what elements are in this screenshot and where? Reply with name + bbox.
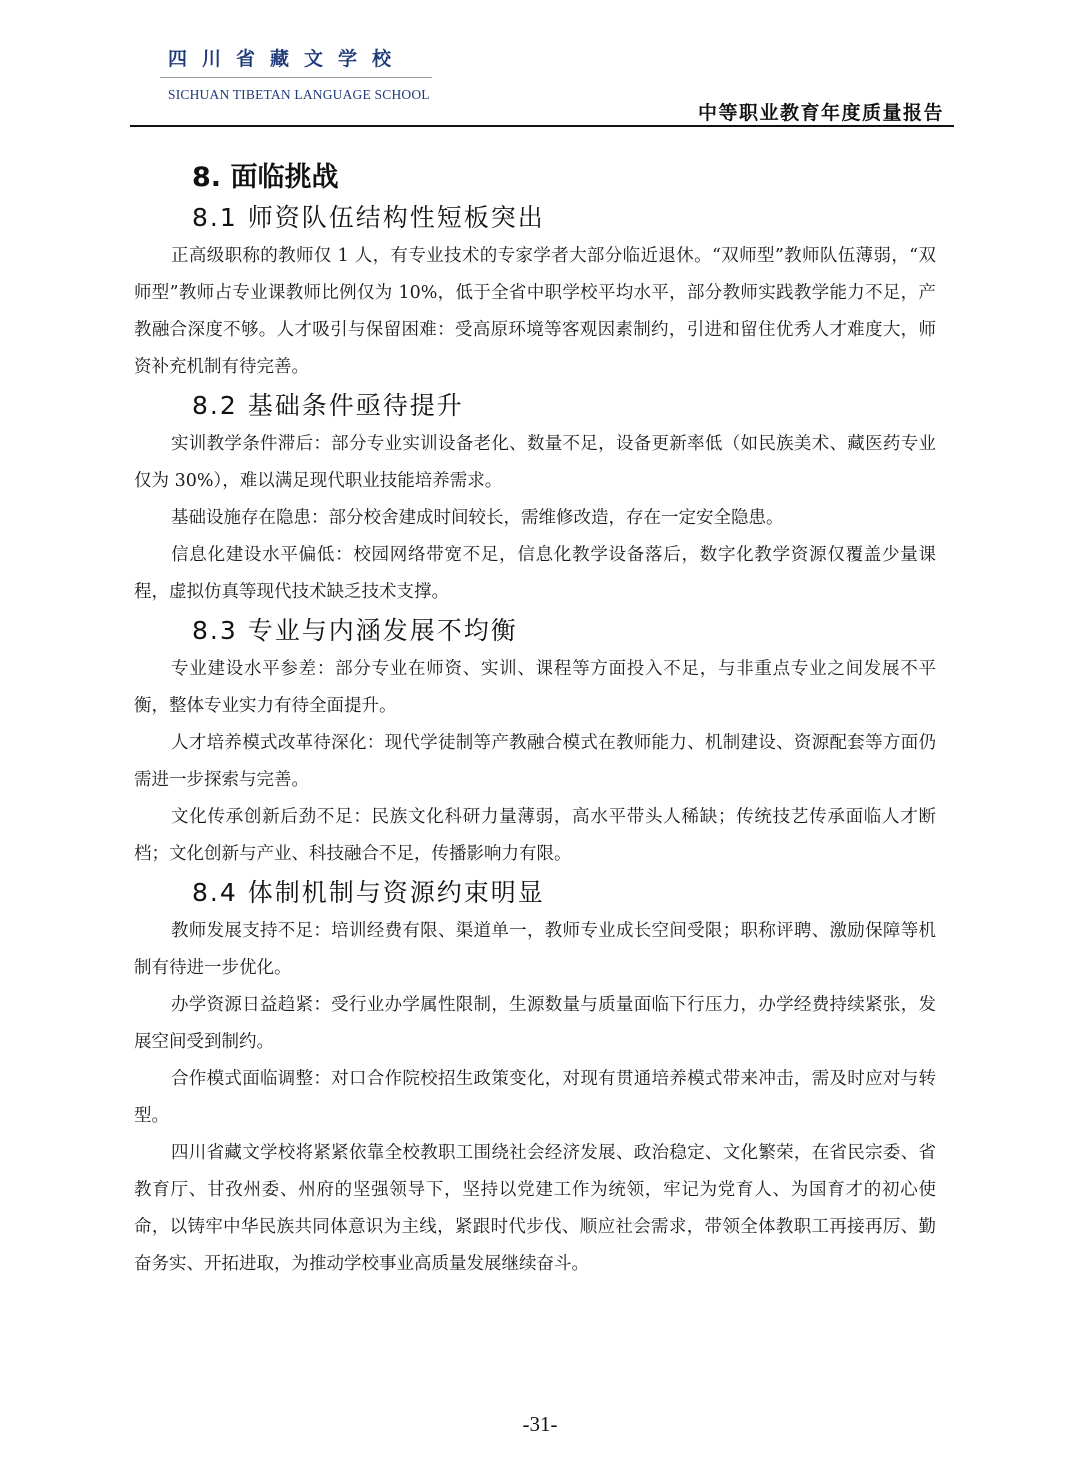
conclusion-paragraph: 四川省藏文学校将紧紧依靠全校教职工围绕社会经济发展、政治稳定、文化繁荣，在省民宗委、省教育厅、甘孜州委、州府的坚强领导下，坚持以党建工作为统领，牢记为党育人、为国育才的初心使命，以铸牢中华民族共同体意识为主线，紧跟时代步伐、顺应社会需求，带领全体教职工再接再厉、勤奋务实、开拓进取，为推动学校事业高质量发展继续奋斗。 [134,1143,936,1274]
paragraph: 文化传承创新后劲不足：民族文化科研力量薄弱，高水平带头人稀缺；传统技艺传承面临人才断档；文化创新与产业、科技融合不足，传播影响力有限。 [134,807,936,864]
subsection-title-8-1: 8.1 师资队伍结构性短板突出 [192,203,545,232]
paragraph: 办学资源日益趋紧：受行业办学属性限制，生源数量与质量面临下行压力，办学经费持续紧张，发展空间受到制约。 [134,995,936,1052]
header-divider [160,77,432,78]
paragraph: 实训教学条件滞后：部分专业实训设备老化、数量不足，设备更新率低（如民族美术、藏医药专业仅为 30%），难以满足现代职业技能培养需求。 [134,434,936,491]
paragraph: 专业建设水平参差：部分专业在师资、实训、课程等方面投入不足，与非重点专业之间发展不平衡，整体专业实力有待全面提升。 [134,659,936,716]
section-title: 8. 面临挑战 [192,162,339,193]
paragraph: 合作模式面临调整：对口合作院校招生政策变化，对现有贯通培养模式带来冲击，需及时应对与转型。 [134,1069,936,1126]
report-title: 中等职业教育年度质量报告 [697,102,944,124]
page-number: -31- [522,1412,558,1436]
school-name-cn: 四川省藏文学校 [168,48,407,70]
header-rule [130,125,954,127]
subsection-title-8-3: 8.3 专业与内涵发展不均衡 [192,616,518,645]
paragraph: 信息化建设水平偏低：校园网络带宽不足，信息化教学设备落后，数字化教学资源仅覆盖少量课程，虚拟仿真等现代技术缺乏技术支撑。 [134,545,936,602]
paragraph: 人才培养模式改革待深化：现代学徒制等产教融合模式在教师能力、机制建设、资源配套等方面仍需进一步探索与完善。 [134,733,936,790]
page-content [134,150,936,1283]
subsection-title-8-2: 8.2 基础条件亟待提升 [192,391,464,420]
school-name-en: SICHUAN TIBETAN LANGUAGE SCHOOL [168,87,430,102]
paragraph: 正高级职称的教师仅 1 人，有专业技术的专家学者大部分临近退休。“双师型”教师队伍薄弱，“双师型”教师占专业课教师比例仅为 10%，低于全省中职学校平均水平，部分教师实践教学能力不足，产教融合深度不够。人才吸引与保留困难：受高原环境等客观因素制约，引进和留住优秀人才难度大，师资补充机制有待完善。 [134,246,936,377]
paragraph: 教师发展支持不足：培训经费有限、渠道单一，教师专业成长空间受限；职称评聘、激励保障等机制有待进一步优化。 [134,921,936,978]
subsection-title-8-4: 8.4 体制机制与资源约束明显 [192,878,545,907]
paragraph: 基础设施存在隐患：部分校舍建成时间较长，需维修改造，存在一定安全隐患。 [171,508,784,528]
